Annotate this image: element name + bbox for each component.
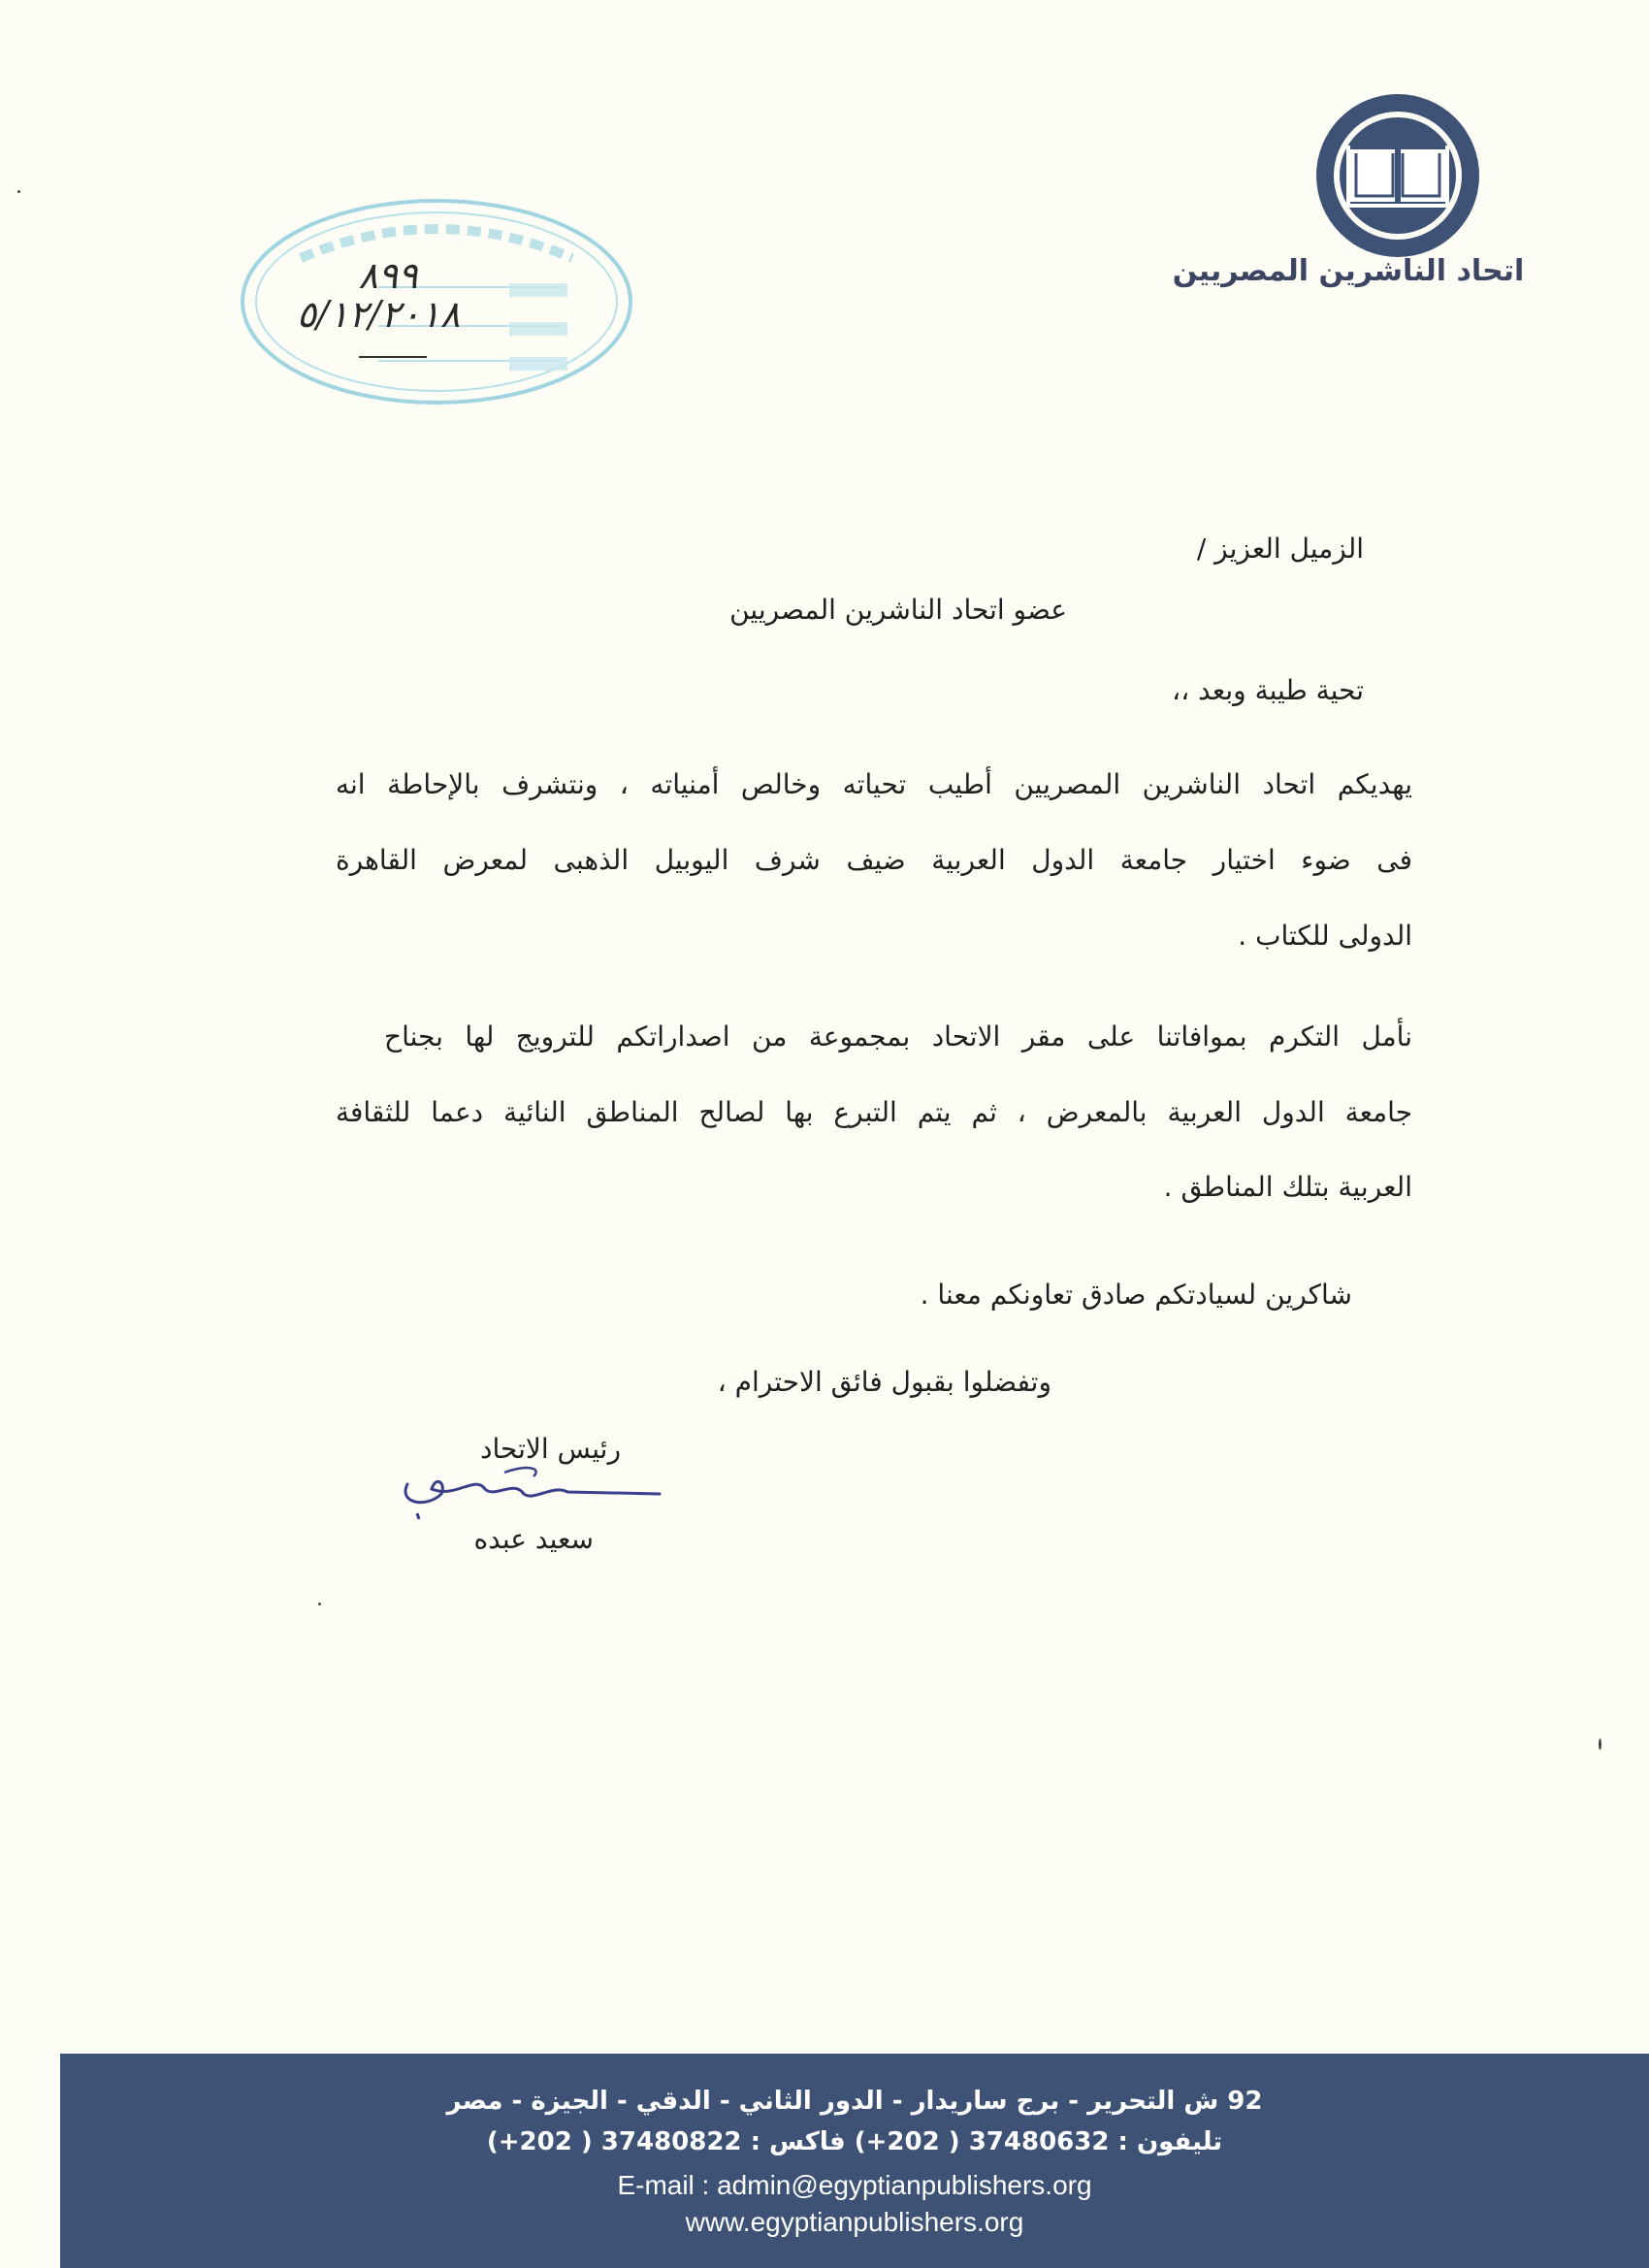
paragraph2-line2: جامعة الدول العربية بالمعرض ، ثم يتم التبرع بها لصالح المناطق النائية دعما للثقافة xyxy=(336,1096,1412,1128)
org-name: اتحاد الناشرين المصريين xyxy=(1172,254,1525,288)
stamp-date: ٥/١٢/٢٠١٨ xyxy=(296,293,461,336)
paragraph2-line1: نأمل التكرم بموافاتنا على مقر الاتحاد بمجموعة من اصداراتكم للترويج لها بجناح xyxy=(384,1021,1412,1053)
scan-speck xyxy=(1599,1738,1601,1750)
scan-speck xyxy=(17,190,20,193)
paragraph1-line2: فى ضوء اختيار جامعة الدول العربية ضيف شرف اليوبيل الذهبى لمعرض القاهرة xyxy=(336,844,1412,876)
stamp-number: ٨٩٩ xyxy=(358,254,418,297)
footer-address: 92 ش التحرير - برج ساريدار - الدور الثاني - الدقي - الجيزة - مصر xyxy=(446,2087,1263,2116)
footer-website[interactable]: www.egyptianpublishers.org xyxy=(685,2207,1024,2237)
paragraph1-line3: الدولى للكتاب . xyxy=(1238,920,1412,952)
recipient-line: عضو اتحاد الناشرين المصريين xyxy=(729,594,1067,626)
signatory-name: سعيد عبده xyxy=(473,1523,594,1555)
thanks-line: شاكرين لسيادتكم صادق تعاونكم معنا . xyxy=(920,1279,1352,1311)
signatory-title: رئيس الاتحاد xyxy=(480,1433,621,1465)
footer-band xyxy=(60,2054,1649,2268)
paragraph1-line1: يهديكم اتحاد الناشرين المصريين أطيب تحياته وخالص أمنياته ، ونتشرف بالإحاطة انه xyxy=(336,768,1412,800)
closing-line: وتفضلوا بقبول فائق الاحترام ، xyxy=(717,1366,1051,1398)
scan-speck xyxy=(318,1603,321,1605)
footer-phones: تليفون : 37480632 ( 202+) فاكس : 37480822 ( 202+) xyxy=(486,2127,1223,2156)
salutation: الزميل العزيز / xyxy=(1196,533,1364,565)
greeting-line: تحية طيبة وبعد ،، xyxy=(1172,674,1364,706)
footer-email[interactable]: E-mail : admin@egyptianpublishers.org xyxy=(617,2170,1092,2200)
book-logo-icon xyxy=(1315,93,1480,258)
handwritten-signature xyxy=(388,1455,679,1533)
paragraph2-line3: العربية بتلك المناطق . xyxy=(1163,1171,1412,1203)
